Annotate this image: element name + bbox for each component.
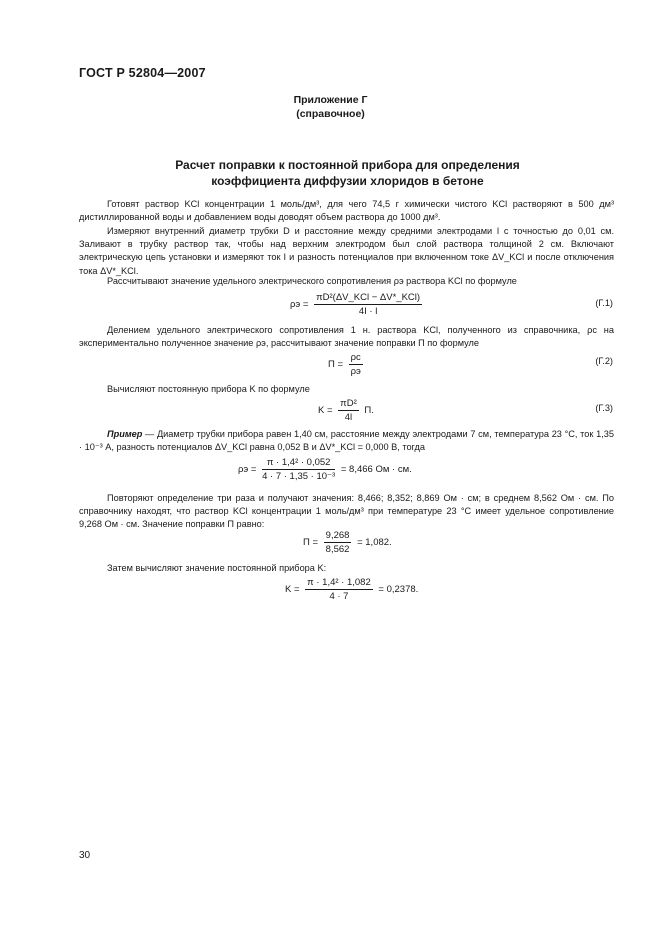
formula-numerator: π · 1,4² · 1,082	[307, 577, 371, 588]
formula-fraction	[314, 292, 422, 317]
formula-numerator: πD²(ΔV_KCl − ΔV*_KCl)	[316, 292, 421, 303]
paragraph-3: Рассчитывают значение удельного электрического сопротивления ρэ раствора KCl по формуле	[107, 276, 517, 286]
formula-lhs: K =	[285, 584, 300, 596]
formula-example-correction	[303, 530, 392, 555]
paragraph-6	[79, 428, 614, 454]
formula-fraction	[262, 457, 335, 482]
section-title-line-1: Расчет поправки к постоянной прибора для определения	[175, 158, 520, 172]
example-text: — Диаметр трубки прибора равен 1,40 см, расстояние между электродами 7 см, температура 23 °С, ток 1,35 · 10⁻³ А, разность потенциалов ΔV_KCl равна 0,052 В и ΔV*_KCl = 0,000 В, тогда	[79, 429, 614, 453]
paragraph-5: Вычисляют постоянную прибора K по формуле	[107, 384, 310, 394]
formula-numerator: 9,268	[325, 530, 350, 541]
formula-numerator: πD²	[340, 398, 357, 409]
appendix-subtitle: (справочное)	[296, 108, 365, 120]
formula-fraction	[349, 352, 363, 377]
formula-rhs: = 1,082.	[357, 537, 392, 549]
equation-number-g3: (Г.3)	[595, 403, 613, 413]
formula-lhs: П =	[328, 359, 344, 371]
paragraph-7: Повторяют определение три раза и получают значения: 8,466; 8,352; 8,869 Ом · см; в среднем 8,562 Ом · см. По справочнику находят, что раствор KCl концентрации 1 моль/дм³ при температуре 23 °С имеет удельное сопротивление 9,268 Ом · см. Значение поправки П равно:	[79, 493, 614, 530]
formula-denominator: 4 · 7	[329, 591, 349, 602]
formula-example-constant	[285, 577, 418, 602]
formula-denominator: ρэ	[350, 366, 361, 377]
standard-header: ГОСТ Р 52804—2007	[79, 66, 206, 80]
appendix-title: Приложение Г	[293, 94, 368, 106]
formula-example-rho	[238, 457, 412, 482]
formula-lhs: ρэ =	[290, 299, 309, 311]
formula-denominator: 4I · l	[358, 306, 378, 317]
section-title	[100, 157, 595, 189]
paragraph-4: Делением удельного электрического сопротивления 1 н. раствора KCl, полученного из справочника, ρс на экспериментально полученное значение ρэ, рассчитывают значение поправки П по формуле	[79, 325, 614, 349]
formula-rhs: = 0,2378.	[378, 584, 419, 596]
formula-lhs: П =	[303, 537, 319, 549]
formula-rhs: = 8,466 Ом · см.	[340, 464, 412, 476]
paragraph-8: Затем вычисляют значение постоянной прибора K:	[107, 563, 327, 573]
page-number: 30	[79, 850, 91, 861]
formula-denominator: 4l	[344, 412, 353, 423]
formula-numerator: ρс	[350, 352, 361, 363]
section-title-line-2: коэффициента диффузии хлоридов в бетоне	[211, 174, 484, 188]
equation-number-g1: (Г.1)	[595, 298, 613, 308]
paragraph-2: Измеряют внутренний диаметр трубки D и расстояние между средними электродами l с точностью до 0,01 см. Заливают в трубку раствор так, чтобы над верхним электродом был слой раствора толщиной 2 см. Включают электрическую цепь установки и измеряют ток I и разность потенциалов при включенном токе ΔV_KCl и после отключения тока ΔV*_KCl.	[79, 226, 614, 276]
formula-fraction	[305, 577, 373, 602]
formula-fraction	[338, 398, 359, 423]
formula-denominator: 4 · 7 · 1,35 · 10⁻³	[262, 471, 336, 482]
paragraph-1: Готовят раствор KCl концентрации 1 моль/дм³, для чего 74,5 г химически чистого KCl растворяют в 500 дм³ дистиллированной воды и добавлением воды доводят объем раствора до 1000 дм³.	[79, 199, 614, 223]
formula-numerator: π · 1,4² · 0,052	[262, 457, 335, 470]
formula-g2	[328, 352, 366, 377]
formula-fraction	[324, 530, 352, 555]
equation-number-g2: (Г.2)	[595, 356, 613, 366]
formula-denominator: 8,562	[325, 544, 350, 555]
formula-g3	[318, 398, 374, 423]
example-label: Пример	[107, 429, 143, 439]
formula-lhs: K =	[318, 405, 333, 417]
formula-g1	[290, 292, 425, 317]
formula-rhs: П.	[364, 405, 374, 417]
formula-lhs: ρэ =	[238, 464, 257, 476]
